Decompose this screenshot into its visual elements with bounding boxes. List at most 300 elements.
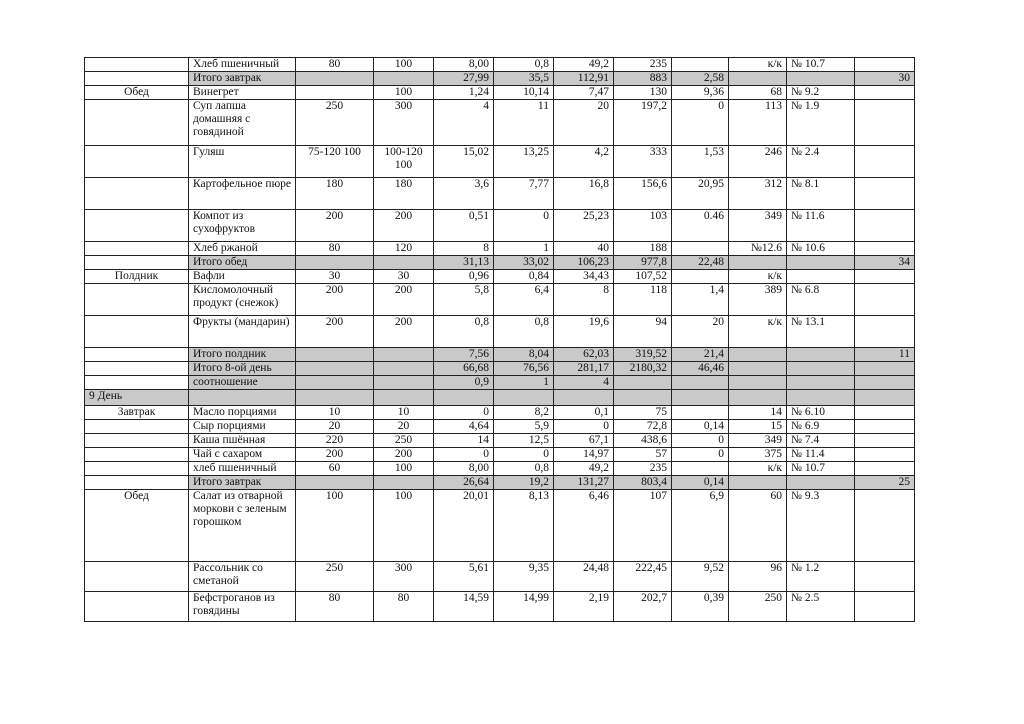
output-large-cell: 30 bbox=[374, 270, 434, 284]
recipe-number-cell: к/к bbox=[729, 316, 787, 348]
table-row bbox=[85, 146, 915, 178]
fat-cell: 35,5 bbox=[494, 72, 554, 86]
energy-cell: 57 bbox=[614, 448, 672, 462]
vitamin-cell: 20 bbox=[672, 316, 729, 348]
table-row bbox=[85, 490, 915, 562]
recipe-number-cell: 349 bbox=[729, 434, 787, 448]
meal-cell bbox=[85, 178, 189, 210]
reference-cell: № 10.6 bbox=[787, 242, 855, 256]
energy-cell: 319,52 bbox=[614, 348, 672, 362]
output-small-cell bbox=[296, 362, 374, 376]
recipe-number-cell: 389 bbox=[729, 284, 787, 316]
protein-cell: 0 bbox=[434, 448, 494, 462]
recipe-number-cell: 68 bbox=[729, 86, 787, 100]
carbs-cell: 106,23 bbox=[554, 256, 614, 270]
vitamin-cell: 6,9 bbox=[672, 490, 729, 562]
output-large-cell bbox=[374, 72, 434, 86]
protein-cell: 14 bbox=[434, 434, 494, 448]
energy-cell: 977,8 bbox=[614, 256, 672, 270]
table-row bbox=[85, 376, 915, 390]
carbs-cell: 8 bbox=[554, 284, 614, 316]
meal-cell bbox=[85, 420, 189, 434]
recipe-number-cell bbox=[729, 348, 787, 362]
price-cell bbox=[855, 490, 915, 562]
protein-cell: 15,02 bbox=[434, 146, 494, 178]
price-cell bbox=[855, 58, 915, 72]
protein-cell: 0,51 bbox=[434, 210, 494, 242]
reference-cell bbox=[787, 376, 855, 390]
dish-cell: Итого обед bbox=[189, 256, 296, 270]
recipe-number-cell: 312 bbox=[729, 178, 787, 210]
fat-cell: 6,4 bbox=[494, 284, 554, 316]
fat-cell: 0 bbox=[494, 210, 554, 242]
output-small-cell: 220 bbox=[296, 434, 374, 448]
output-small-cell: 250 bbox=[296, 562, 374, 592]
carbs-cell: 20 bbox=[554, 100, 614, 146]
carbs-cell: 4 bbox=[554, 376, 614, 390]
recipe-number-cell: 60 bbox=[729, 490, 787, 562]
empty-cell bbox=[554, 390, 614, 406]
vitamin-cell: 0.46 bbox=[672, 210, 729, 242]
output-small-cell: 200 bbox=[296, 210, 374, 242]
protein-cell: 0,8 bbox=[434, 316, 494, 348]
fat-cell: 1 bbox=[494, 242, 554, 256]
carbs-cell: 112,91 bbox=[554, 72, 614, 86]
output-small-cell: 80 bbox=[296, 58, 374, 72]
output-large-cell: 100 bbox=[374, 58, 434, 72]
table-row bbox=[85, 72, 915, 86]
output-small-cell bbox=[296, 72, 374, 86]
energy-cell: 883 bbox=[614, 72, 672, 86]
output-large-cell: 200 bbox=[374, 316, 434, 348]
reference-cell: № 2.5 bbox=[787, 592, 855, 622]
reference-cell: № 11.4 bbox=[787, 448, 855, 462]
carbs-cell: 19,6 bbox=[554, 316, 614, 348]
output-large-cell: 120 bbox=[374, 242, 434, 256]
protein-cell: 4 bbox=[434, 100, 494, 146]
empty-cell bbox=[434, 390, 494, 406]
output-large-cell: 100 bbox=[374, 86, 434, 100]
carbs-cell: 0 bbox=[554, 420, 614, 434]
price-cell bbox=[855, 462, 915, 476]
vitamin-cell: 20,95 bbox=[672, 178, 729, 210]
price-cell bbox=[855, 592, 915, 622]
energy-cell: 235 bbox=[614, 462, 672, 476]
output-large-cell: 180 bbox=[374, 178, 434, 210]
dish-cell: Салат из отварной моркови с зеленым горошком bbox=[189, 490, 296, 562]
table-row bbox=[85, 348, 915, 362]
fat-cell: 0 bbox=[494, 448, 554, 462]
dish-cell: соотношение bbox=[189, 376, 296, 390]
vitamin-cell: 1,4 bbox=[672, 284, 729, 316]
reference-cell bbox=[787, 256, 855, 270]
meal-cell bbox=[85, 210, 189, 242]
meal-cell: Завтрак bbox=[85, 406, 189, 420]
vitamin-cell: 9,52 bbox=[672, 562, 729, 592]
output-small-cell bbox=[296, 476, 374, 490]
empty-cell bbox=[296, 390, 374, 406]
protein-cell: 3,6 bbox=[434, 178, 494, 210]
energy-cell: 235 bbox=[614, 58, 672, 72]
price-cell bbox=[855, 270, 915, 284]
output-small-cell: 20 bbox=[296, 420, 374, 434]
fat-cell: 19,2 bbox=[494, 476, 554, 490]
dish-cell: Итого завтрак bbox=[189, 476, 296, 490]
recipe-number-cell: 246 bbox=[729, 146, 787, 178]
dish-cell: Рассольник со сметаной bbox=[189, 562, 296, 592]
table-row bbox=[85, 562, 915, 592]
price-cell bbox=[855, 178, 915, 210]
energy-cell: 72,8 bbox=[614, 420, 672, 434]
price-cell bbox=[855, 210, 915, 242]
energy-cell: 107,52 bbox=[614, 270, 672, 284]
protein-cell: 66,68 bbox=[434, 362, 494, 376]
fat-cell: 8,2 bbox=[494, 406, 554, 420]
vitamin-cell: 0,14 bbox=[672, 420, 729, 434]
fat-cell: 8,04 bbox=[494, 348, 554, 362]
dish-cell: Хлеб пшеничный bbox=[189, 58, 296, 72]
table-row bbox=[85, 270, 915, 284]
dish-cell: Компот из сухофруктов bbox=[189, 210, 296, 242]
carbs-cell: 14,97 bbox=[554, 448, 614, 462]
price-cell bbox=[855, 100, 915, 146]
reference-cell: № 10.7 bbox=[787, 462, 855, 476]
table-row bbox=[85, 284, 915, 316]
energy-cell: 107 bbox=[614, 490, 672, 562]
vitamin-cell: 1,53 bbox=[672, 146, 729, 178]
vitamin-cell bbox=[672, 462, 729, 476]
fat-cell: 33,02 bbox=[494, 256, 554, 270]
reference-cell: № 9.2 bbox=[787, 86, 855, 100]
output-large-cell bbox=[374, 376, 434, 390]
meal-cell bbox=[85, 100, 189, 146]
output-large-cell bbox=[374, 256, 434, 270]
carbs-cell: 49,2 bbox=[554, 462, 614, 476]
empty-cell bbox=[729, 390, 787, 406]
price-cell bbox=[855, 242, 915, 256]
output-small-cell: 200 bbox=[296, 448, 374, 462]
reference-cell: № 6.9 bbox=[787, 420, 855, 434]
meal-cell bbox=[85, 362, 189, 376]
vitamin-cell: 2,58 bbox=[672, 72, 729, 86]
output-large-cell: 20 bbox=[374, 420, 434, 434]
meal-cell bbox=[85, 348, 189, 362]
meal-cell: Полдник bbox=[85, 270, 189, 284]
output-large-cell bbox=[374, 348, 434, 362]
fat-cell: 11 bbox=[494, 100, 554, 146]
recipe-number-cell: 349 bbox=[729, 210, 787, 242]
carbs-cell: 25,23 bbox=[554, 210, 614, 242]
dish-cell: Суп лапша домашняя с говядиной bbox=[189, 100, 296, 146]
price-cell bbox=[855, 562, 915, 592]
empty-cell bbox=[374, 390, 434, 406]
protein-cell: 5,61 bbox=[434, 562, 494, 592]
energy-cell bbox=[614, 376, 672, 390]
dish-cell: Чай с сахаром bbox=[189, 448, 296, 462]
energy-cell: 156,6 bbox=[614, 178, 672, 210]
vitamin-cell bbox=[672, 58, 729, 72]
output-small-cell: 10 bbox=[296, 406, 374, 420]
dish-cell: Бефстроганов из говядины bbox=[189, 592, 296, 622]
meal-cell bbox=[85, 434, 189, 448]
output-small-cell: 80 bbox=[296, 592, 374, 622]
menu-table-body bbox=[85, 58, 915, 622]
vitamin-cell: 0,14 bbox=[672, 476, 729, 490]
output-large-cell: 100 bbox=[374, 490, 434, 562]
empty-cell bbox=[787, 390, 855, 406]
reference-cell: № 7.4 bbox=[787, 434, 855, 448]
recipe-number-cell: 113 bbox=[729, 100, 787, 146]
reference-cell: № 13.1 bbox=[787, 316, 855, 348]
meal-cell bbox=[85, 72, 189, 86]
dish-cell: Гуляш bbox=[189, 146, 296, 178]
vitamin-cell: 0 bbox=[672, 434, 729, 448]
price-cell: 30 bbox=[855, 72, 915, 86]
dish-cell: Сыр порциями bbox=[189, 420, 296, 434]
fat-cell: 13,25 bbox=[494, 146, 554, 178]
carbs-cell: 40 bbox=[554, 242, 614, 256]
recipe-number-cell: 375 bbox=[729, 448, 787, 462]
output-small-cell: 75-120 100 bbox=[296, 146, 374, 178]
price-cell: 25 bbox=[855, 476, 915, 490]
carbs-cell: 24,48 bbox=[554, 562, 614, 592]
energy-cell: 103 bbox=[614, 210, 672, 242]
reference-cell: № 2.4 bbox=[787, 146, 855, 178]
table-row bbox=[85, 242, 915, 256]
meal-cell bbox=[85, 284, 189, 316]
output-large-cell: 200 bbox=[374, 448, 434, 462]
protein-cell: 26,64 bbox=[434, 476, 494, 490]
energy-cell: 803,4 bbox=[614, 476, 672, 490]
reference-cell bbox=[787, 476, 855, 490]
carbs-cell: 49,2 bbox=[554, 58, 614, 72]
output-small-cell: 200 bbox=[296, 284, 374, 316]
vitamin-cell bbox=[672, 406, 729, 420]
fat-cell: 76,56 bbox=[494, 362, 554, 376]
reference-cell: № 6.10 bbox=[787, 406, 855, 420]
energy-cell: 333 bbox=[614, 146, 672, 178]
carbs-cell: 16,8 bbox=[554, 178, 614, 210]
carbs-cell: 2,19 bbox=[554, 592, 614, 622]
protein-cell: 31,13 bbox=[434, 256, 494, 270]
output-large-cell: 250 bbox=[374, 434, 434, 448]
energy-cell: 2180,32 bbox=[614, 362, 672, 376]
price-cell bbox=[855, 316, 915, 348]
fat-cell: 14,99 bbox=[494, 592, 554, 622]
fat-cell: 9,35 bbox=[494, 562, 554, 592]
price-cell bbox=[855, 362, 915, 376]
dish-cell: хлеб пшеничный bbox=[189, 462, 296, 476]
output-small-cell bbox=[296, 348, 374, 362]
recipe-number-cell bbox=[729, 72, 787, 86]
protein-cell: 0,9 bbox=[434, 376, 494, 390]
protein-cell: 7,56 bbox=[434, 348, 494, 362]
vitamin-cell: 9,36 bbox=[672, 86, 729, 100]
energy-cell: 94 bbox=[614, 316, 672, 348]
meal-cell bbox=[85, 376, 189, 390]
price-cell bbox=[855, 420, 915, 434]
price-cell bbox=[855, 86, 915, 100]
vitamin-cell: 21,4 bbox=[672, 348, 729, 362]
reference-cell: № 6.8 bbox=[787, 284, 855, 316]
protein-cell: 5,8 bbox=[434, 284, 494, 316]
protein-cell: 27,99 bbox=[434, 72, 494, 86]
reference-cell: № 1.2 bbox=[787, 562, 855, 592]
protein-cell: 8,00 bbox=[434, 462, 494, 476]
recipe-number-cell: №12.6 bbox=[729, 242, 787, 256]
output-small-cell: 250 bbox=[296, 100, 374, 146]
empty-cell bbox=[494, 390, 554, 406]
dish-cell: Фрукты (мандарин) bbox=[189, 316, 296, 348]
protein-cell: 8,00 bbox=[434, 58, 494, 72]
price-cell bbox=[855, 434, 915, 448]
table-row bbox=[85, 178, 915, 210]
reference-cell bbox=[787, 348, 855, 362]
meal-cell bbox=[85, 476, 189, 490]
table-row bbox=[85, 476, 915, 490]
output-large-cell bbox=[374, 362, 434, 376]
output-small-cell: 30 bbox=[296, 270, 374, 284]
empty-cell bbox=[614, 390, 672, 406]
output-large-cell: 10 bbox=[374, 406, 434, 420]
reference-cell: № 8.1 bbox=[787, 178, 855, 210]
carbs-cell: 0,1 bbox=[554, 406, 614, 420]
table-row bbox=[85, 462, 915, 476]
table-row bbox=[85, 434, 915, 448]
carbs-cell: 62,03 bbox=[554, 348, 614, 362]
carbs-cell: 4,2 bbox=[554, 146, 614, 178]
meal-cell bbox=[85, 592, 189, 622]
output-small-cell bbox=[296, 256, 374, 270]
recipe-number-cell: 14 bbox=[729, 406, 787, 420]
energy-cell: 75 bbox=[614, 406, 672, 420]
output-small-cell: 60 bbox=[296, 462, 374, 476]
meal-cell: Обед bbox=[85, 86, 189, 100]
energy-cell: 188 bbox=[614, 242, 672, 256]
recipe-number-cell bbox=[729, 256, 787, 270]
dish-cell: Хлеб ржаной bbox=[189, 242, 296, 256]
table-row bbox=[85, 256, 915, 270]
output-large-cell bbox=[374, 476, 434, 490]
fat-cell: 7,77 bbox=[494, 178, 554, 210]
vitamin-cell: 22,48 bbox=[672, 256, 729, 270]
carbs-cell: 34,43 bbox=[554, 270, 614, 284]
dish-cell: Итого 8-ой день bbox=[189, 362, 296, 376]
protein-cell: 20,01 bbox=[434, 490, 494, 562]
output-small-cell: 100 bbox=[296, 490, 374, 562]
price-cell bbox=[855, 284, 915, 316]
vitamin-cell: 0,39 bbox=[672, 592, 729, 622]
output-large-cell: 200 bbox=[374, 284, 434, 316]
fat-cell: 8,13 bbox=[494, 490, 554, 562]
fat-cell: 0,8 bbox=[494, 462, 554, 476]
dish-cell: Кисломолочный продукт (снежок) bbox=[189, 284, 296, 316]
output-small-cell bbox=[296, 86, 374, 100]
fat-cell: 5,9 bbox=[494, 420, 554, 434]
table-row bbox=[85, 210, 915, 242]
meal-cell bbox=[85, 448, 189, 462]
price-cell: 11 bbox=[855, 348, 915, 362]
price-cell: 34 bbox=[855, 256, 915, 270]
recipe-number-cell: 96 bbox=[729, 562, 787, 592]
recipe-number-cell: к/к bbox=[729, 462, 787, 476]
vitamin-cell: 0 bbox=[672, 100, 729, 146]
vitamin-cell bbox=[672, 376, 729, 390]
price-cell bbox=[855, 448, 915, 462]
meal-cell bbox=[85, 256, 189, 270]
dish-cell: Картофельное пюре bbox=[189, 178, 296, 210]
output-large-cell: 300 bbox=[374, 562, 434, 592]
vitamin-cell: 46,46 bbox=[672, 362, 729, 376]
reference-cell: № 10.7 bbox=[787, 58, 855, 72]
energy-cell: 130 bbox=[614, 86, 672, 100]
table-row bbox=[85, 420, 915, 434]
table-row bbox=[85, 86, 915, 100]
protein-cell: 1,24 bbox=[434, 86, 494, 100]
table-row bbox=[85, 362, 915, 376]
fat-cell: 12,5 bbox=[494, 434, 554, 448]
carbs-cell: 67,1 bbox=[554, 434, 614, 448]
reference-cell bbox=[787, 72, 855, 86]
meal-cell: Обед bbox=[85, 490, 189, 562]
fat-cell: 0,8 bbox=[494, 316, 554, 348]
table-row bbox=[85, 100, 915, 146]
reference-cell bbox=[787, 362, 855, 376]
energy-cell: 197,2 bbox=[614, 100, 672, 146]
meal-cell bbox=[85, 58, 189, 72]
reference-cell: № 9.3 bbox=[787, 490, 855, 562]
output-small-cell: 200 bbox=[296, 316, 374, 348]
price-cell bbox=[855, 146, 915, 178]
table-row bbox=[85, 390, 915, 406]
energy-cell: 202,7 bbox=[614, 592, 672, 622]
empty-cell bbox=[855, 390, 915, 406]
dish-cell: Масло порциями bbox=[189, 406, 296, 420]
carbs-cell: 6,46 bbox=[554, 490, 614, 562]
table-row bbox=[85, 406, 915, 420]
protein-cell: 0 bbox=[434, 406, 494, 420]
table-row bbox=[85, 316, 915, 348]
empty-cell bbox=[189, 390, 296, 406]
dish-cell: Итого завтрак bbox=[189, 72, 296, 86]
meal-cell bbox=[85, 562, 189, 592]
carbs-cell: 281,17 bbox=[554, 362, 614, 376]
output-large-cell: 80 bbox=[374, 592, 434, 622]
protein-cell: 4,64 bbox=[434, 420, 494, 434]
menu-table bbox=[84, 57, 915, 622]
empty-cell bbox=[672, 390, 729, 406]
meal-cell bbox=[85, 462, 189, 476]
recipe-number-cell bbox=[729, 362, 787, 376]
recipe-number-cell: к/к bbox=[729, 58, 787, 72]
output-large-cell: 300 bbox=[374, 100, 434, 146]
output-large-cell: 100 bbox=[374, 462, 434, 476]
vitamin-cell: 0 bbox=[672, 448, 729, 462]
vitamin-cell bbox=[672, 242, 729, 256]
meal-cell bbox=[85, 146, 189, 178]
dish-cell: Винегрет bbox=[189, 86, 296, 100]
protein-cell: 0,96 bbox=[434, 270, 494, 284]
energy-cell: 118 bbox=[614, 284, 672, 316]
energy-cell: 222,45 bbox=[614, 562, 672, 592]
protein-cell: 14,59 bbox=[434, 592, 494, 622]
reference-cell: № 1.9 bbox=[787, 100, 855, 146]
energy-cell: 438,6 bbox=[614, 434, 672, 448]
fat-cell: 0,84 bbox=[494, 270, 554, 284]
fat-cell: 0,8 bbox=[494, 58, 554, 72]
recipe-number-cell bbox=[729, 476, 787, 490]
table-row bbox=[85, 592, 915, 622]
